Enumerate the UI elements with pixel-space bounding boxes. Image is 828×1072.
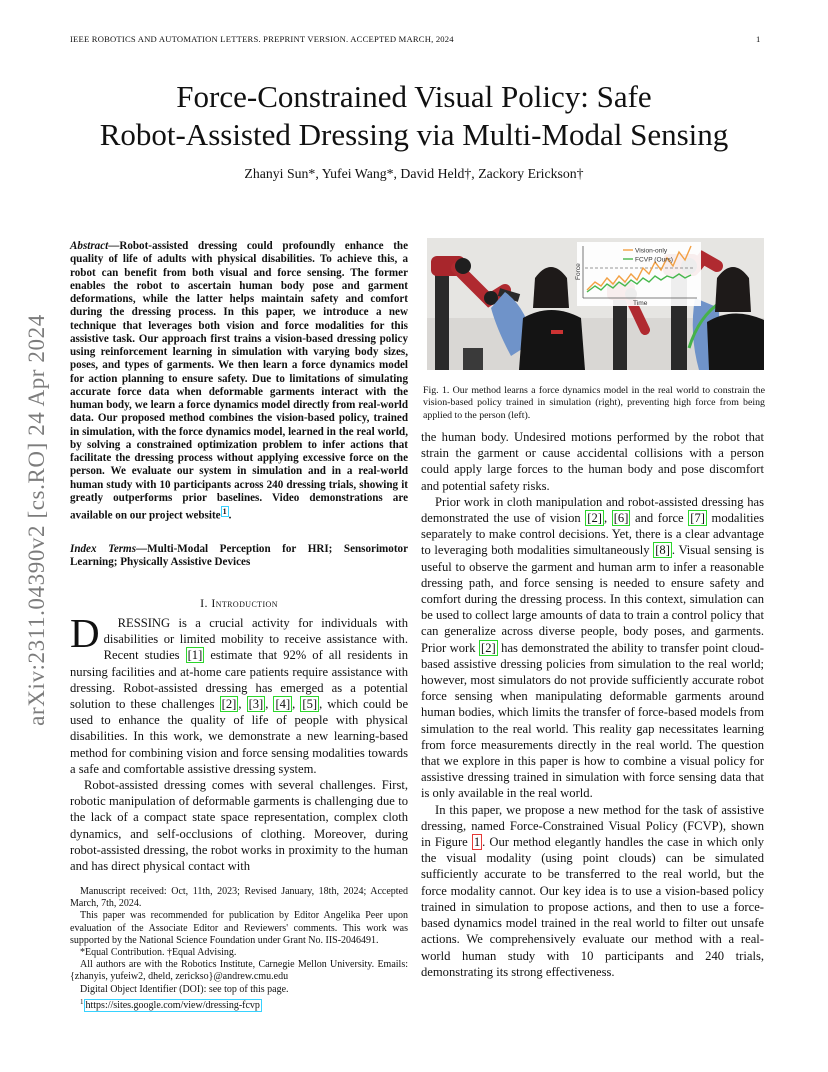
footnote-equal: *Equal Contribution. †Equal Advising. bbox=[80, 947, 237, 959]
body-text: and force bbox=[630, 511, 689, 526]
drop-cap: D bbox=[70, 610, 100, 656]
arxiv-stamp bbox=[8, 250, 66, 790]
legend-vision-label: Vision-only bbox=[635, 247, 668, 255]
intro-text: , bbox=[265, 697, 274, 712]
title-line-2: Robot-Assisted Dressing via Multi-Modal Sensing bbox=[99, 117, 729, 152]
citation-link[interactable]: [2] bbox=[587, 511, 602, 526]
citation-link[interactable]: [7] bbox=[690, 511, 705, 526]
intro-text: estimate that 92% of all residents in nursing facilities and at-home care patients require assistance with dressing. Robot-assisted dressing has emerged as a potential solution to these challenges bbox=[70, 648, 408, 712]
citation-link[interactable]: [5] bbox=[302, 697, 318, 712]
citation-link[interactable]: [4] bbox=[275, 697, 291, 712]
arxiv-stamp-text: arXiv:2311.04390v2 [cs.RO] 24 Apr 2024 bbox=[24, 314, 49, 726]
intro-text: , which could be used to enhance the quality of life of people with physical disabilities. In this work, we demonstrate a new learning-based method for combining vision and force sensing modalities towards a safe and comfortable assistive dressing system. bbox=[70, 697, 409, 776]
abstract-text: —Robot-assisted dressing could profoundly enhance the quality of life of adults with physical disabilities. To achieve this, a robot can benefit from both visual and force sensing. The former enables the robot to ascertain human body pose and garment deformations, while the latter helps maintain safety and comfort during the dressing process. In this paper, we introduce a new technique that leverages both vision and force modalities for this assistive task. Our approach first trains a vision-based dressing policy using reinforcement learning in simulation with varying body sizes, poses, and types of garments. We then learn a force dynamics model for action planning to ensure safety. Due to limitations of simulating accurate force data when deformable garments interact with the human body, we learn a force dynamics model directly from real-world data. Our proposed method combines the vision-based policy, trained in simulation, with the force dynamics model, learned in the real world, by solving a constrained optimization problem to infer actions that facilitate the dressing process without applying excessive force on the person. We evaluate our system in simulation and in a real-world human study with 10 participants across 240 dressing trials, showing it greatly outperforms prior baselines. Video demonstrations are available on our project website bbox=[70, 240, 408, 522]
right-paragraph-3 bbox=[421, 802, 764, 980]
body-text: has demonstrated the ability to transfer point cloud-based assistive dressing policies from simulation to the real world; however, most simulators do not provide sufficiently accurate robot force sensing when manipulating deformable garments around human bodies, which limits the transfer of force-based models from simulation to the real world. This reality gap necessitates learning from force measurements directly in the real world. The question that we explore in this paper is how to combine a visual policy for assistive dressing trained in simulation with force sensing data that is only available in the real world. bbox=[421, 640, 764, 801]
body-text: modalities separately to make control decisions. Yet, there is a clear advantage to leveraging both modalities simultaneously bbox=[421, 511, 764, 558]
intro-paragraph-1 bbox=[70, 610, 409, 777]
body-text: In this paper, we propose a new method for the task of assistive dressing, named Force-Constrained Visual Policy (FCVP), shown in Figure bbox=[421, 802, 764, 850]
intro-text: , bbox=[292, 697, 301, 712]
page-number: 1 bbox=[756, 34, 761, 44]
footnote-received: Manuscript received: Oct, 11th, 2023; Revised January, 18th, 2024; Accepted March, 7th, 2024. bbox=[70, 886, 408, 910]
abstract bbox=[70, 240, 408, 523]
citation-link[interactable]: [2] bbox=[481, 640, 496, 655]
intro-text: , bbox=[238, 697, 247, 712]
figure-1 bbox=[427, 238, 764, 370]
author-list: Zhanyi Sun*, Yufei Wang*, David Held†, Zackory Erickson† bbox=[244, 166, 584, 181]
footnotes bbox=[70, 886, 408, 1012]
intro-paragraph-2: Robot-assisted dressing comes with several challenges. First, robotic manipulation of deformable garments is challenging due to the lack of a compact state space representation, complex cloth dynamics, and self-occlusions of clothing. Moreover, during robot-assisted dressing, the robot works in proximity to the human and has direct physical contact with bbox=[70, 778, 408, 874]
right-column bbox=[421, 429, 764, 980]
citation-link[interactable]: [3] bbox=[248, 697, 264, 712]
force-plot-inset bbox=[575, 242, 701, 307]
section-title: Introduction bbox=[211, 596, 278, 610]
footnote-doi: Digital Object Identifier (DOI): see top of this page. bbox=[80, 983, 289, 995]
project-website-link[interactable]: https://sites.google.com/view/dressing-fcvp bbox=[85, 1000, 260, 1012]
title-line-1: Force-Constrained Visual Policy: Safe bbox=[176, 79, 652, 114]
citation-link[interactable]: [2] bbox=[221, 697, 237, 712]
body-text: . Visual sensing is useful to observe the garment and human arm to infer a reasonable dressing path, and force sensing is needed to ensure safety and comfort during the dressing process. In this context, simulation can be used to collect large amounts of data to train a control policy that can generalize across diverse people, body poses, and garments. Prior work bbox=[421, 543, 764, 655]
abstract-lead: Abstract bbox=[70, 240, 109, 252]
running-header: IEEE ROBOTICS AND AUTOMATION LETTERS. PREPRINT VERSION. ACCEPTED MARCH, 2024 bbox=[70, 34, 454, 44]
axis-x-label: Time bbox=[633, 300, 648, 307]
figure-caption: Fig. 1. Our method learns a force dynamics model in the real world to constrain the vision-based policy trained in simulation (right), preventing high force from being applied to the person (left). bbox=[423, 385, 765, 421]
citation-link[interactable]: [8] bbox=[655, 543, 670, 558]
index-terms-text: —Multi-Modal Perception for HRI; Sensorimotor Learning; Physically Assistive Devices bbox=[70, 543, 408, 569]
citation-link[interactable]: [6] bbox=[613, 511, 629, 526]
footnote-url bbox=[70, 996, 408, 1013]
footnote-affiliation: All authors are with the Robotics Institute, Carnegie Mellon University. Emails: {zhanyis, yufeiw2, dheld, zerickso}@andrew.cmu.edu bbox=[70, 959, 408, 983]
intro-column bbox=[70, 610, 409, 874]
footnote-url-mark: 1 bbox=[80, 997, 84, 1006]
body-text: Prior work in cloth manipulation and robot-assisted dressing has demonstrated the use of vision bbox=[421, 494, 764, 526]
right-paragraph-2: Prior work in cloth manipulation and robot-assisted dressing has demonstrated the use of vision [2] , [6] and force [7] modalities separately to make control decisions. Yet, there is a clear advantage to leveraging both modalities simultaneously [8] . Visual sensing is useful to observe the garment and human arm to infer a reasonable dressing path, and force sensing is needed to ensure safety and comfort during the dressing process. In this context, simulation can be used to collect large amounts of data to train a control policy that can generalize across diverse people, body poses, and garments. Prior work [2] has demonstrated the ability to transfer point cloud-based assistive dressing policies from simulation to the real world; however, most simulators do not provide sufficiently accurate robot force sensing when manipulating deformable garments around human bodies, which limits the transfer of force-based models from simulation to the real world. This reality gap necessitates learning from force measurements directly in the real world. The question that we explore in this paper is how to combine a visual policy for assistive dressing trained in simulation with force sensing data that is only available in the real world. bbox=[421, 494, 764, 801]
citation-link[interactable]: [1] bbox=[187, 648, 203, 663]
figure-1-image bbox=[427, 238, 764, 370]
paper-title bbox=[70, 78, 758, 154]
right-paragraph-1: the human body. Undesired motions performed by the robot that strain the garment or cause accidental collisions with a person could apply large forces to the human body and pose discomfort and potential safety risks. bbox=[421, 430, 764, 493]
footnote-editor: This paper was recommended for publication by Editor Angelika Peer upon evaluation of the Associate Editor and Reviewers' comments. This work was supported by the National Science Foundation under Grant No. IIS-2046491. bbox=[70, 910, 408, 946]
section-number: I. bbox=[200, 596, 208, 610]
abstract-end: . bbox=[228, 509, 232, 522]
figure-reference-link[interactable]: 1 bbox=[473, 835, 481, 850]
legend-fcvp-label: FCVP (Ours) bbox=[635, 256, 673, 264]
body-text: . Our method elegantly handles the case in which only the visual modality (using point clouds) can be simulated sufficiently accurate to be transferred to the real world, but the force modality cannot. Our key idea is to use a vision-based policy trained in simulation to propose actions, and then to use a force-based dynamics model trained in the real world to filter out unsafe actions. We comprehensively evaluate our method with a real-world human study with 10 participants and 240 trials, demonstrating its strong effectiveness. bbox=[421, 835, 764, 979]
index-terms-lead: Index Terms bbox=[70, 543, 137, 555]
axis-y-label: Force bbox=[575, 263, 582, 280]
abstract-footnote-link[interactable]: 1 bbox=[222, 507, 227, 516]
index-terms bbox=[70, 543, 408, 570]
intro-text: RESSING is a crucial activity for individuals with disabilities or limited mobility to receive assistance with. Recent studies bbox=[103, 616, 408, 663]
section-heading bbox=[70, 596, 408, 611]
